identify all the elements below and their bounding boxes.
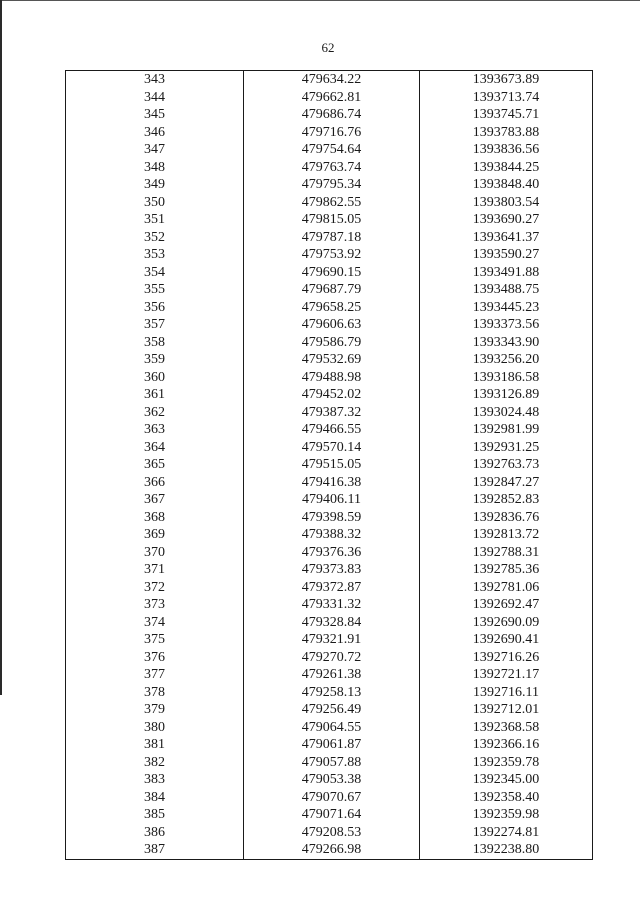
table-row [66,631,592,649]
y-coordinate-cell: 1393186.58 [472,369,540,385]
point-number-cell: 354 [66,264,244,282]
table-row [66,719,592,737]
table-row [66,561,592,579]
coordinate-table-body [66,71,592,859]
x-coordinate-cell: 479064.55 [244,719,420,737]
table-row [66,771,592,789]
x-coordinate-cell: 479452.02 [244,386,420,404]
scan-edge-left [0,0,2,695]
point-number-cell: 387 [66,841,244,859]
table-row [66,474,592,492]
point-number-cell: 346 [66,124,244,142]
table-row [66,456,592,474]
point-number-cell: 352 [66,229,244,247]
point-number-cell: 366 [66,474,244,492]
x-coordinate-cell: 479406.11 [244,491,420,509]
x-coordinate-cell: 479532.69 [244,351,420,369]
point-number-cell: 386 [66,824,244,842]
scan-edge-top [0,0,640,1]
y-coordinate-cell: 1392721.17 [472,667,540,682]
y-coordinate-cell: 1392345.00 [472,772,540,787]
y-coordinate-cell: 1393488.75 [472,282,540,297]
table-row [66,806,592,824]
x-coordinate-cell: 479634.22 [244,71,420,89]
y-coordinate-cell: 1392931.25 [472,439,540,455]
table-row [66,509,592,527]
y-coordinate-cell: 1392359.78 [472,754,540,770]
y-coordinate-cell: 1392813.72 [472,527,540,542]
point-number-cell: 376 [66,649,244,667]
point-number-cell: 355 [66,281,244,299]
point-number-cell: 381 [66,736,244,754]
y-coordinate-cell: 1393844.25 [472,159,540,175]
x-coordinate-cell: 479258.13 [244,684,420,702]
point-number-cell: 347 [66,141,244,159]
point-number-cell: 368 [66,509,244,527]
y-coordinate-cell: 1393641.37 [472,229,540,245]
x-coordinate-cell: 479662.81 [244,89,420,107]
table-row [66,194,592,212]
point-number-cell: 348 [66,159,244,177]
y-coordinate-cell: 1393491.88 [472,264,540,280]
table-row [66,404,592,422]
table-row [66,596,592,614]
point-number-cell: 367 [66,491,244,509]
y-coordinate-cell: 1392981.99 [472,422,540,437]
table-row [66,141,592,159]
x-coordinate-cell: 479053.38 [244,771,420,789]
point-number-cell: 360 [66,369,244,387]
table-row [66,351,592,369]
point-number-cell: 344 [66,89,244,107]
table-row [66,439,592,457]
point-number-cell: 382 [66,754,244,772]
table-row [66,89,592,107]
table-row [66,386,592,404]
x-coordinate-cell: 479398.59 [244,509,420,527]
table-row [66,824,592,842]
y-coordinate-cell: 1393673.89 [472,72,540,87]
y-coordinate-cell: 1392785.36 [472,562,540,577]
point-number-cell: 375 [66,631,244,649]
y-coordinate-cell: 1392781.06 [472,579,540,595]
point-number-cell: 373 [66,596,244,614]
x-coordinate-cell: 479763.74 [244,159,420,177]
y-coordinate-cell: 1393690.27 [472,212,540,227]
x-coordinate-cell: 479376.36 [244,544,420,562]
x-coordinate-cell: 479261.38 [244,666,420,684]
table-row [66,614,592,632]
point-number-cell: 343 [66,71,244,89]
y-coordinate-cell: 1392690.41 [472,632,540,647]
y-coordinate-cell: 1393783.88 [472,124,540,140]
y-coordinate-cell: 1393745.71 [472,107,540,122]
x-coordinate-cell: 479716.76 [244,124,420,142]
point-number-cell: 377 [66,666,244,684]
point-number-cell: 362 [66,404,244,422]
y-coordinate-cell: 1392788.31 [472,544,540,560]
x-coordinate-cell: 479606.63 [244,316,420,334]
point-number-cell: 357 [66,316,244,334]
y-coordinate-cell: 1392358.40 [472,789,540,805]
table-row [66,211,592,229]
x-coordinate-cell: 479331.32 [244,596,420,614]
table-row [66,264,592,282]
table-row [66,491,592,509]
point-number-cell: 350 [66,194,244,212]
table-row [66,841,592,859]
point-number-cell: 358 [66,334,244,352]
x-coordinate-cell: 479328.84 [244,614,420,632]
table-row [66,526,592,544]
table-row [66,299,592,317]
x-coordinate-cell: 479488.98 [244,369,420,387]
y-coordinate-cell: 1393848.40 [472,177,540,192]
x-coordinate-cell: 479387.32 [244,404,420,422]
point-number-cell: 374 [66,614,244,632]
x-coordinate-cell: 479256.49 [244,701,420,719]
x-coordinate-cell: 479570.14 [244,439,420,457]
table-row [66,159,592,177]
x-coordinate-cell: 479787.18 [244,229,420,247]
table-row [66,684,592,702]
x-coordinate-cell: 479753.92 [244,246,420,264]
point-number-cell: 378 [66,684,244,702]
x-coordinate-cell: 479658.25 [244,299,420,317]
y-coordinate-cell: 1393256.20 [472,352,540,367]
x-coordinate-cell: 479466.55 [244,421,420,439]
table-row [66,246,592,264]
point-number-cell: 365 [66,456,244,474]
y-coordinate-cell: 1392692.47 [472,597,540,612]
x-coordinate-cell: 479754.64 [244,141,420,159]
x-coordinate-cell: 479686.74 [244,106,420,124]
point-number-cell: 370 [66,544,244,562]
point-number-cell: 364 [66,439,244,457]
y-coordinate-cell: 1392690.09 [472,614,540,630]
x-coordinate-cell: 479388.32 [244,526,420,544]
table-row [66,124,592,142]
y-coordinate-cell: 1393836.56 [472,142,540,157]
table-row [66,789,592,807]
x-coordinate-cell: 479690.15 [244,264,420,282]
point-number-cell: 371 [66,561,244,579]
table-row [66,229,592,247]
y-coordinate-cell: 1393343.90 [472,334,540,350]
point-number-cell: 349 [66,176,244,194]
point-number-cell: 369 [66,526,244,544]
y-coordinate-cell: 1393803.54 [472,194,540,210]
table-row [66,544,592,562]
page-number: 62 [321,40,335,55]
y-coordinate-cell: 1392238.80 [472,842,540,857]
y-coordinate-cell: 1392712.01 [472,702,540,717]
coordinate-table [65,70,593,860]
y-coordinate-cell: 1393024.48 [472,404,540,420]
table-row [66,421,592,439]
y-coordinate-cell: 1392716.26 [472,649,540,665]
table-row [66,334,592,352]
y-coordinate-cell: 1392847.27 [472,474,540,490]
point-number-cell: 379 [66,701,244,719]
table-row [66,369,592,387]
x-coordinate-cell: 479061.87 [244,736,420,754]
x-coordinate-cell: 479266.98 [244,841,420,859]
x-coordinate-cell: 479270.72 [244,649,420,667]
table-row [66,316,592,334]
point-number-cell: 363 [66,421,244,439]
y-coordinate-cell: 1393713.74 [472,89,540,105]
x-coordinate-cell: 479070.67 [244,789,420,807]
x-coordinate-cell: 479687.79 [244,281,420,299]
x-coordinate-cell: 479515.05 [244,456,420,474]
y-coordinate-cell: 1392836.76 [472,509,540,525]
y-coordinate-cell: 1392716.11 [473,684,539,700]
y-coordinate-cell: 1392359.98 [472,807,540,822]
x-coordinate-cell: 479795.34 [244,176,420,194]
y-coordinate-cell: 1393445.23 [472,299,540,315]
y-coordinate-cell: 1392852.83 [472,492,540,507]
point-number-cell: 385 [66,806,244,824]
table-row [66,666,592,684]
y-coordinate-cell: 1392366.16 [472,737,540,752]
table-row [66,281,592,299]
table-row [66,176,592,194]
x-coordinate-cell: 479416.38 [244,474,420,492]
y-coordinate-cell: 1393590.27 [472,247,540,262]
y-coordinate-cell: 1393373.56 [472,317,540,332]
x-coordinate-cell: 479815.05 [244,211,420,229]
x-coordinate-cell: 479372.87 [244,579,420,597]
table-row [66,701,592,719]
x-coordinate-cell: 479057.88 [244,754,420,772]
point-number-cell: 359 [66,351,244,369]
table-row [66,736,592,754]
x-coordinate-cell: 479862.55 [244,194,420,212]
point-number-cell: 380 [66,719,244,737]
x-coordinate-cell: 479373.83 [244,561,420,579]
point-number-cell: 372 [66,579,244,597]
table-row [66,754,592,772]
x-coordinate-cell: 479586.79 [244,334,420,352]
y-coordinate-cell: 1392368.58 [472,719,540,735]
point-number-cell: 351 [66,211,244,229]
x-coordinate-cell: 479321.91 [244,631,420,649]
y-coordinate-cell: 1393126.89 [472,387,540,402]
point-number-cell: 356 [66,299,244,317]
point-number-cell: 383 [66,771,244,789]
point-number-cell: 353 [66,246,244,264]
table-row [66,71,592,89]
table-row [66,106,592,124]
table-row [66,579,592,597]
y-coordinate-cell: 1392274.81 [472,824,540,840]
x-coordinate-cell: 479208.53 [244,824,420,842]
y-coordinate-cell: 1392763.73 [472,457,540,472]
point-number-cell: 361 [66,386,244,404]
point-number-cell: 384 [66,789,244,807]
x-coordinate-cell: 479071.64 [244,806,420,824]
point-number-cell: 345 [66,106,244,124]
table-row [66,649,592,667]
